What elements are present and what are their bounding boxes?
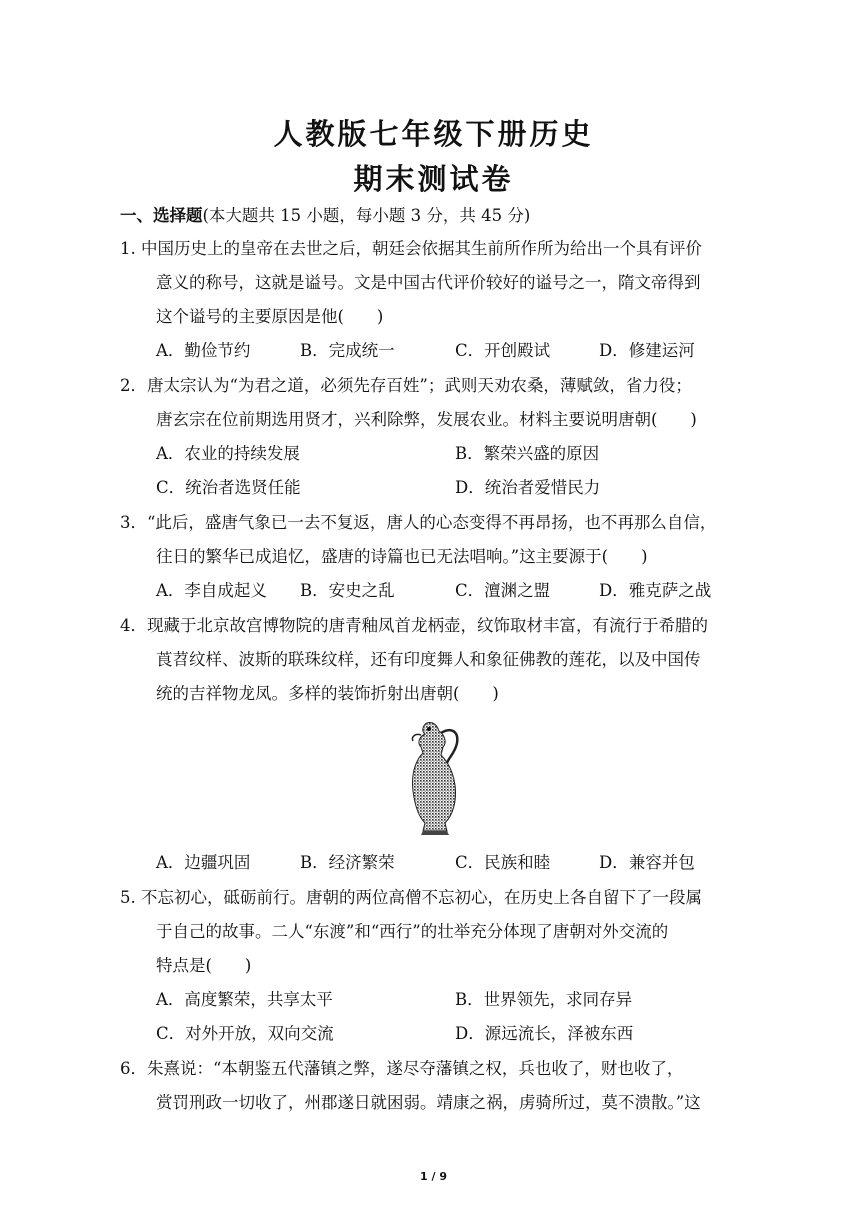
question-4-option-d: D．兼容并包 [599, 853, 695, 872]
question-6-line-2: 赏罚刑政一切收了，州郡遂日就困弱。靖康之祸，虏骑所过，莫不溃散。”这 [156, 1093, 701, 1112]
question-5-option-d: D．源远流长，泽被东西 [455, 1024, 634, 1043]
question-1-line-3: 这个谥号的主要原因是他( ) [156, 307, 384, 326]
question-3-option-c: C．澶渊之盟 [455, 581, 551, 600]
question-3-option-d: D．雅克萨之战 [599, 581, 712, 600]
question-1-option-d: D．修建运河 [599, 341, 695, 360]
section-note: (本大题共 15 小题，每小题 3 分，共 45 分) [202, 206, 531, 225]
celadon-ewer-illustration [405, 717, 467, 837]
question-1-option-c: C．开创殿试 [455, 341, 551, 360]
question-5-line-1: 5. 不忘初心，砥砺前行。唐朝的两位高僧不忘初心，在历史上各自留下了一段属 [120, 888, 702, 907]
question-2-line-1: 2．唐太宗认为“为君之道，必须先存百姓”；武则天劝农桑，薄赋敛，省力役； [120, 376, 692, 395]
section-head-label: 一、选择题 [120, 206, 203, 225]
question-2-option-a: A．农业的持续发展 [156, 444, 300, 463]
question-1-option-b: B．完成统一 [300, 341, 395, 360]
question-3-option-b: B．安史之乱 [300, 581, 395, 600]
question-2-option-c: C．统治者选贤任能 [156, 478, 301, 497]
question-5-option-a: A．高度繁荣，共享太平 [156, 990, 333, 1009]
exam-title: 人教版七年级下册历史 [273, 117, 594, 151]
question-5-line-2: 于自己的故事。二人“东渡”和“西行”的壮举充分体现了唐朝对外交流的 [156, 922, 669, 941]
question-3-line-1: 3．“此后，盛唐气象已一去不复返，唐人的心态变得不再昂扬，也不再那么自信， [120, 513, 717, 532]
question-4-line-1: 4．现藏于北京故宫博物院的唐青釉凤首龙柄壶，纹饰取材丰富，有流行于希腊的 [120, 616, 708, 635]
question-2-option-d: D．统治者爱惜民力 [455, 478, 601, 497]
question-3-option-a: A．李自成起义 [156, 581, 267, 600]
section-heading [120, 204, 530, 228]
question-3-line-2: 往日的繁华已成追忆，盛唐的诗篇也已无法唱响。”这主要源于( ) [156, 547, 648, 566]
question-4-option-b: B．经济繁荣 [300, 853, 395, 872]
question-1-line-2: 意义的称号，这就是谥号。文是中国古代评价较好的谥号之一，隋文帝得到 [156, 273, 701, 292]
page-number: 1 / 9 [420, 1170, 447, 1183]
question-4-option-c: C．民族和睦 [455, 853, 551, 872]
exam-subtitle: 期末测试卷 [353, 162, 514, 196]
question-4-line-2: 莨苕纹样、波斯的联珠纹样，还有印度舞人和象征佛教的莲花，以及中国传 [156, 650, 701, 669]
question-4-line-3: 统的吉祥物龙凤。多样的装饰折射出唐朝( ) [156, 684, 499, 703]
question-6-line-1: 6．朱熹说：“本朝鉴五代藩镇之弊，遂尽夺藩镇之权，兵也收了，财也收了， [120, 1059, 684, 1078]
question-1-option-a: A．勤俭节约 [156, 341, 251, 360]
question-5-option-c: C．对外开放，双向交流 [156, 1024, 334, 1043]
question-2-option-b: B．繁荣兴盛的原因 [455, 444, 600, 463]
question-5-line-3: 特点是( ) [156, 956, 252, 975]
question-5-option-b: B．世界领先，求同存异 [455, 990, 633, 1009]
question-1-line-1: 1. 中国历史上的皇帝在去世之后，朝廷会依据其生前所作所为给出一个具有评价 [120, 239, 702, 258]
question-4-option-a: A．边疆巩固 [156, 853, 251, 872]
question-2-line-2: 唐玄宗在位前期选用贤才，兴利除弊，发展农业。材料主要说明唐朝( ) [156, 410, 697, 429]
